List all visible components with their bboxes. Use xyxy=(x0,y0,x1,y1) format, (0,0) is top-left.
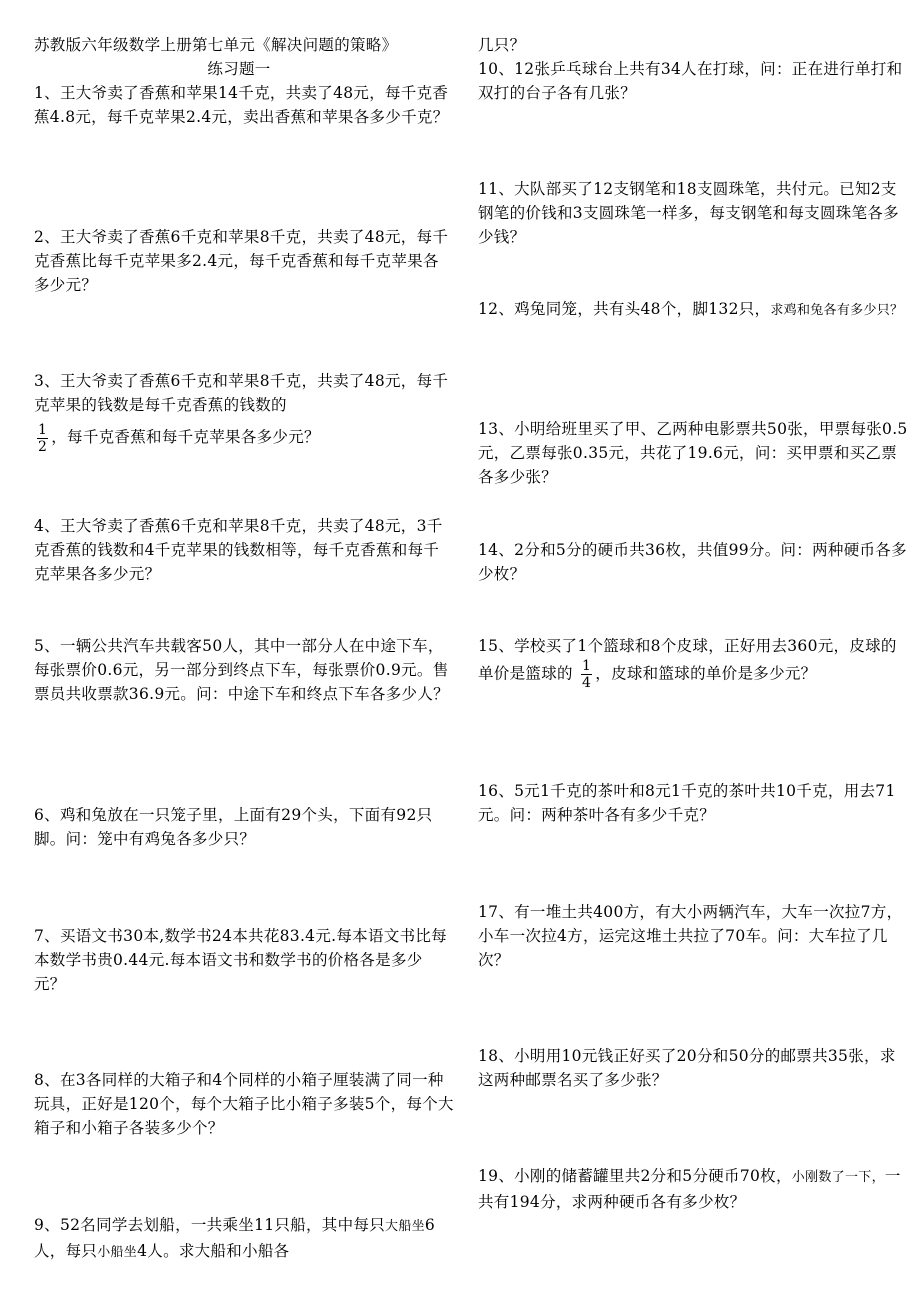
fraction-denominator: 2 xyxy=(38,438,48,455)
problem-14: 14、2分和5分的硬币共36枚，共值99分。问：两种硬币各多少枚？ xyxy=(478,541,907,583)
problem-10: 10、12张乒乓球台上共有34人在打球，问：正在进行单打和双打的台子各有几张？ xyxy=(478,60,903,102)
problem-4: 4、王大爷卖了香蕉6千克和苹果8千克，共卖了48元，3千克香蕉的钱数和4千克苹果的钱数相等，每千克香蕉和每千克苹果各多少元？ xyxy=(34,517,443,583)
problem-15 xyxy=(478,634,908,691)
page-header xyxy=(34,33,454,81)
page-subtitle: 练习题一 xyxy=(207,60,271,78)
fraction-denominator: 4 xyxy=(582,675,592,691)
problem-11: 11、大队部买了12支钢笔和18支圆珠笔，共付元。已知2支钢笔的价钱和3支圆珠笔一样多，每支钢笔和每支圆珠笔各多少钱？ xyxy=(478,180,899,246)
problem-12-text-a: 12、鸡兔同笼，共有头48个，脚132只， xyxy=(478,300,771,318)
problem-9-small-b: 小船坐 xyxy=(97,1245,138,1260)
problem-2: 2、王大爷卖了香蕉6千克和苹果8千克，共卖了48元，每千克香蕉比每千克苹果多2.4元，每千克香蕉和每千克苹果各多少元？ xyxy=(34,228,449,294)
fraction-numerator: 1 xyxy=(582,658,592,674)
problem-3-text-a: 3、王大爷卖了香蕉6千克和苹果8千克，共卖了48元，每千克苹果的钱数是每千克香蕉的钱数的 xyxy=(34,372,449,414)
problem-12-small: 求鸡和兔各有多少只？ xyxy=(770,303,904,318)
problem-9 xyxy=(34,1213,454,1265)
fraction-one-quarter xyxy=(581,658,592,691)
problem-15-text-a: 15、学校买了1个篮球和8个皮球，正好用去360元，皮球的单价是篮球的 xyxy=(478,637,897,683)
problem-9-text-e: 4人。求大船和小船各 xyxy=(137,1242,290,1260)
problem-3 xyxy=(34,369,454,457)
problem-19-small: 小刚数了一下， xyxy=(791,1170,885,1185)
problem-12 xyxy=(478,297,908,323)
problem-7: 7、买语文书30本,数学书24本共花83.4元.每本语文书比每本数学书贵0.44元.每本语文书和数学书的价格各是多少元？ xyxy=(34,927,447,993)
problem-18: 18、小明用10元钱正好买了20分和50分的邮票共35张，求这两种邮票名买了多少张？ xyxy=(478,1047,896,1089)
problem-9-text-c: 6人，每只 xyxy=(34,1216,436,1260)
problem-19-text-c: 一共有194分，求两种硬币各有多少枚？ xyxy=(478,1167,901,1211)
page-title: 苏教版六年级数学上册第七单元《解决问题的策略》 xyxy=(34,36,398,54)
problem-9-text-a: 9、52名同学去划船，一共乘坐11只船，其中每只 xyxy=(34,1216,386,1234)
problem-1: 1、王大爷卖了香蕉和苹果14千克，共卖了48元，每千克香蕉4.8元，每千克苹果2.4元，卖出香蕉和苹果各多少千克？ xyxy=(34,84,449,126)
problem-9-small-a: 大船坐 xyxy=(385,1219,425,1234)
problem-5: 5、一辆公共汽车共载客50人，其中一部分人在中途下车，每张票价0.6元，另一部分到终点下车，每张票价0.9元。售票员共收票款36.9元。问：中途下车和终点下车各多少人？ xyxy=(34,637,449,703)
problem-19 xyxy=(478,1164,908,1214)
problem-9-continued: 几只？ xyxy=(478,36,526,54)
fraction-one-half xyxy=(37,422,48,455)
problem-15-text-b: ，皮球和篮球的单价是多少元？ xyxy=(595,664,817,683)
fraction-numerator: 1 xyxy=(38,421,48,438)
problem-13: 13、小明给班里买了甲、乙两种电影票共50张，甲票每张0.5元，乙票每张0.35元，共花了19.6元，问：买甲票和买乙票各多少张？ xyxy=(478,420,908,486)
problem-19-text-a: 19、小刚的储蓄罐里共2分和5分硬币70枚， xyxy=(478,1167,792,1185)
problem-3-text-b: ，每千克香蕉和每千克苹果各多少元？ xyxy=(51,428,320,446)
problem-8: 8、在3各同样的大箱子和4个同样的小箱子厘装满了同一种玩具，正好是120个，每个大箱子比小箱子多装5个，每个大箱子和小箱子各装多少个？ xyxy=(34,1071,454,1137)
problem-6: 6、鸡和兔放在一只笼子里，上面有29个头，下面有92只脚。问：笼中有鸡兔各多少只？ xyxy=(34,806,433,848)
problem-17: 17、有一堆土共400方，有大小两辆汽车，大车一次拉7方，小车一次拉4方，运完这堆土共拉了70车。问：大车拉了几次？ xyxy=(478,903,903,969)
problem-16: 16、5元1千克的茶叶和8元1千克的茶叶共10千克，用去71元。问：两种茶叶各有多少千克？ xyxy=(478,782,896,824)
